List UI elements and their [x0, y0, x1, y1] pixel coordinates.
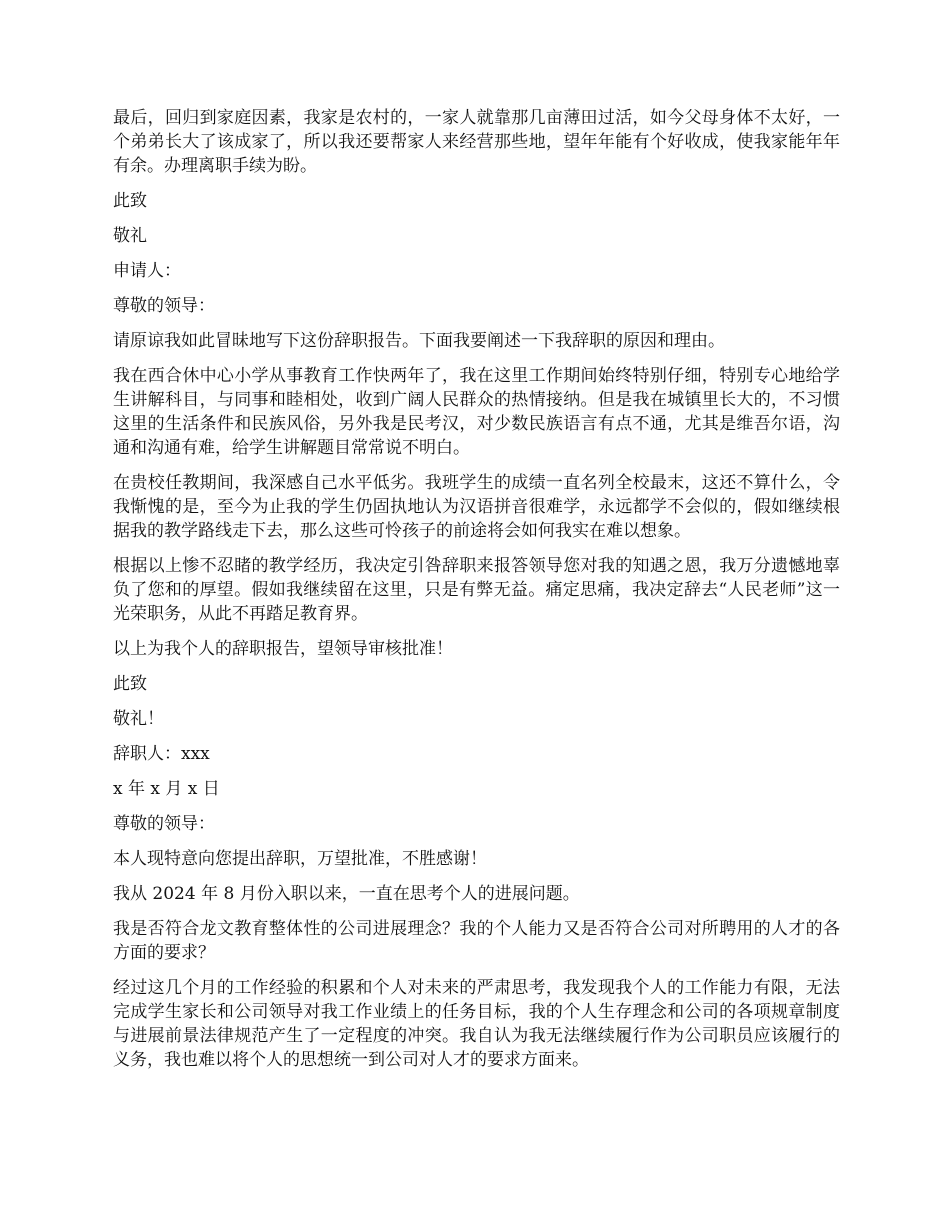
paragraph-work-background: 我在西合休中心小学从事教育工作快两年了，我在这里工作期间始终特别仔细，特别专心地给学生讲解科目，与同事和睦相处，收到广阔人民群众的热情接纳。但是我在城镇里长大的，不习惯这里的生活条件和民族风俗，另外我是民考汉，对少数民族语言有点不通，尤其是维吾尔语，沟通和沟通有难，给学生讲解题目常常说不明白。 — [113, 366, 840, 458]
paragraph-intro: 请原谅我如此冒昧地写下这份辞职报告。下面我要阐述一下我辞职的原因和理由。 — [113, 331, 725, 351]
salutation: 尊敬的领导： — [113, 296, 215, 316]
paragraph-teaching-results: 在贵校任教期间，我深感自己水平低劣。我班学生的成绩一直名列全校最末，这还不算什么，令我惭愧的是，至今为止我的学生仍固执地认为汉语拼音很难学，永远都学不会似的，假如继续根据我的教学路线走下去，那么这些可怜孩子的前途将会如何我实在难以想象。 — [113, 473, 840, 541]
salutation-2: 尊敬的领导： — [113, 814, 215, 834]
paragraph-reflection: 经过这几个月的工作经验的积累和个人对未来的严肃思考，我发现我个人的工作能力有限，无法完成学生家长和公司领导对我工作业绩上的任务目标，我的个人生存理念和公司的各项规章制度与进展前景法律规范产生了一定程度的冲突。我自认为我无法继续履行作为公司职员应该履行的义务，我也难以将个人的思想统一到公司对人才的要求方面来。 — [113, 978, 840, 1070]
applicant-line: 申请人： — [113, 261, 181, 281]
paragraph-join-date: 我从 2024 年 8 月份入职以来，一直在思考个人的进展问题。 — [113, 884, 580, 904]
paragraph-request-approval: 以上为我个人的辞职报告，望领导审核批准！ — [113, 639, 453, 659]
document-page — [113, 106, 840, 1083]
closing-cizhi-2: 此致 — [113, 674, 147, 694]
date-line: x 年 x 月 x 日 — [113, 779, 220, 799]
resigner-line: 辞职人：xxx — [113, 744, 210, 764]
paragraph-self-question: 我是否符合龙文教育整体性的公司进展理念？我的个人能力又是否符合公司对所聘用的人才的各方面的要求？ — [113, 919, 840, 963]
paragraph-resign-request: 本人现特意向您提出辞职，万望批准，不胜感谢！ — [113, 849, 487, 869]
closing-jingli-2: 敬礼！ — [113, 709, 164, 729]
closing-cizhi: 此致 — [113, 191, 147, 211]
paragraph-family-reasons: 最后，回归到家庭因素，我家是农村的，一家人就靠那几亩薄田过活，如今父母身体不太好，一个弟弟长大了该成家了，所以我还要帮家人来经营那些地，望年年能有个好收成，使我家能年年有余。办理离职手续为盼。 — [113, 108, 840, 176]
closing-jingli: 敬礼 — [113, 226, 147, 246]
paragraph-resignation-decision: 根据以上惨不忍睹的教学经历，我决定引咎辞职来报答领导您对我的知遇之恩，我万分遗憾地辜负了您和的厚望。假如我继续留在这里，只是有弊无益。痛定思痛，我决定辞去“人民老师”这一光荣职务，从此不再踏足教育界。 — [113, 556, 840, 624]
